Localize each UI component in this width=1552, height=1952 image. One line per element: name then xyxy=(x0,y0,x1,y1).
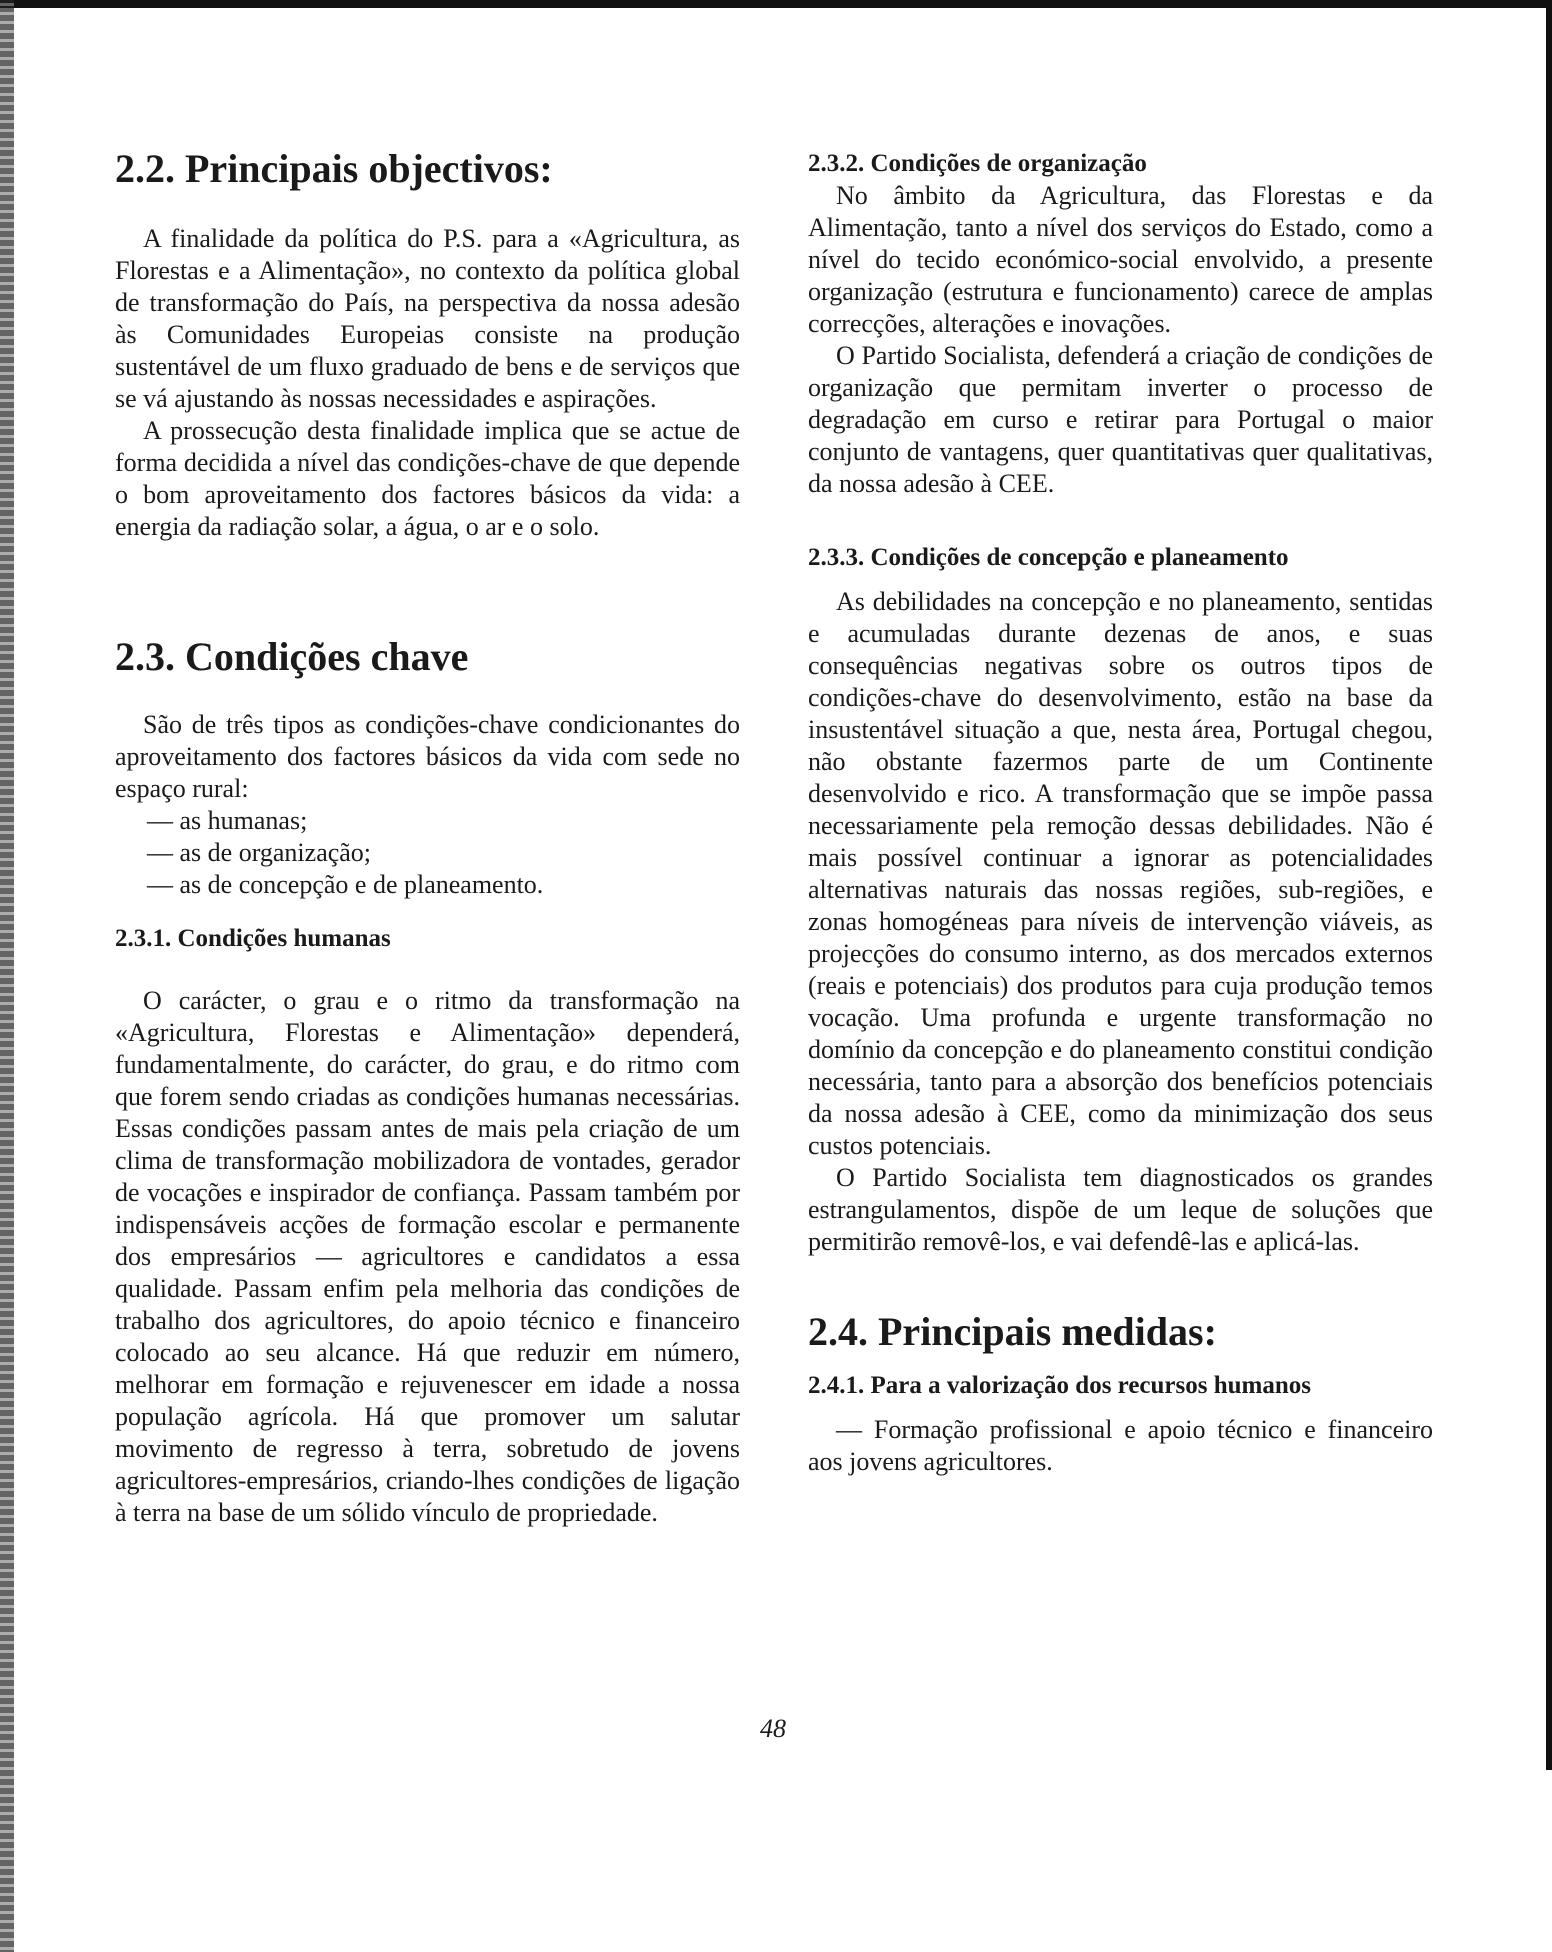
section-2-3-intro: São de três tipos as condições-chave condicionantes do aproveitamento dos factores básicos da vida com sede no espaço rural: xyxy=(115,710,740,803)
scan-top-border xyxy=(0,0,1552,8)
scan-right-border xyxy=(1546,0,1552,1770)
section-2-2-paragraph-1: A finalidade da política do P.S. para a «Agricultura, as Florestas e a Alimentação», no contexto da política global de transformação do País, na perspectiva da nossa adesão às Comunidades Europeias consiste na produção sustentável de um fluxo graduado de bens e de serviços que se vá ajustando às nossas necessidades e aspirações. xyxy=(115,224,740,413)
section-2-4-heading: 2.4. Principais medidas: xyxy=(808,1309,1217,1354)
section-2-2-heading: 2.2. Principais objectivos: xyxy=(115,146,553,191)
section-2-2-paragraph-2: A prossecução desta finalidade implica que se actue de forma decidida a nível das condições-chave de que depende o bom aproveitamento dos factores básicos da vida: a energia da radiação solar, a água, o ar e o solo. xyxy=(115,416,740,541)
section-2-3-1-heading: 2.3.1. Condições humanas xyxy=(115,925,391,952)
section-2-3-3-paragraph-1: As debilidades na concepção e no planeamento, sentidas e acumuladas durante dezenas de anos, e suas consequências negativas sobre os outros tipos de condições-chave do desenvolvimento, estão na base da insustentável situação a que, nesta área, Portugal chegou, não obstante fazermos parte de um Continente desenvolvido e rico. A transformação que se impõe passa necessariamente pela remoção dessas debilidades. Não é mais possível continuar a ignorar as potencialidades alternativas naturais das nossas regiões, sub-regiões, e zonas homogéneas para níveis de intervenção viáveis, as projecções do consumo interno, as dos mercados externos (reais e potenciais) dos produtos para cuja produção temos vocação. Uma profunda e urgente transformação no domínio da concepção e do planeamento constitui condição necessária, tanto para a absorção dos benefícios potenciais da nossa adesão à CEE, como da minimização dos seus custos potenciais. xyxy=(808,587,1433,1160)
condition-types-list xyxy=(115,805,740,901)
section-2-3-1-paragraph: O carácter, o grau e o ritmo da transformação na «Agricultura, Florestas e Alimentação» dependerá, fundamentalmente, do carácter, do grau, e do ritmo com que forem sendo criadas as condições humanas necessárias. Essas condições passam antes de mais pela criação de um clima de transformação mobilizadora de vontades, gerador de vocações e inspirador de confiança. Passam também por indispensáveis acções de formação escolar e permanente dos empresários — agricultores e candidatos a essa qualidade. Passam enfim pela melhoria das condições de trabalho dos agricultores, do apoio técnico e financeiro colocado ao seu alcance. Há que reduzir em número, melhorar em formação e rejuvenescer em idade a nossa população agrícola. Há que promover um salutar movimento de regresso à terra, sobretudo de jovens agricultores-empresários, criando-lhes condições de ligação à terra na base de um sólido vínculo de propriedade. xyxy=(115,986,740,1527)
scan-left-binding-edge xyxy=(0,0,14,1952)
left-column xyxy=(115,145,740,1529)
page-number: 48 xyxy=(760,1714,786,1743)
list-item: — as de organização; xyxy=(147,838,372,867)
section-2-3-2-paragraph-1: No âmbito da Agricultura, das Florestas e da Alimentação, tanto a nível dos serviços do Estado, como a nível do tecido económico-social envolvido, a presente organização (estrutura e funcionamento) carece de amplas correcções, alterações e inovações. xyxy=(808,181,1433,338)
right-column xyxy=(808,148,1433,1478)
section-2-3-heading: 2.3. Condições chave xyxy=(115,634,469,679)
section-2-3-3-heading: 2.3.3. Condições de concepção e planeamento xyxy=(808,544,1289,571)
section-2-4-1-paragraph: — Formação profissional e apoio técnico e financeiro aos jovens agricultores. xyxy=(808,1415,1433,1476)
section-2-3-2-heading: 2.3.2. Condições de organização xyxy=(808,150,1147,177)
section-2-3-2-paragraph-2: O Partido Socialista, defenderá a criação de condições de organização que permitam inverter o processo de degradação em curso e retirar para Portugal o maior conjunto de vantagens, quer quantitativas quer qualitativas, da nossa adesão à CEE. xyxy=(808,341,1433,498)
section-2-3-3-paragraph-2: O Partido Socialista tem diagnosticados os grandes estrangulamentos, dispõe de um leque de soluções que permitirão removê-los, e vai defendê-las e aplicá-las. xyxy=(808,1163,1433,1256)
list-item: — as de concepção e de planeamento. xyxy=(147,870,544,899)
list-item: — as humanas; xyxy=(147,806,308,835)
section-2-4-1-heading: 2.4.1. Para a valorização dos recursos humanos xyxy=(808,1372,1311,1399)
